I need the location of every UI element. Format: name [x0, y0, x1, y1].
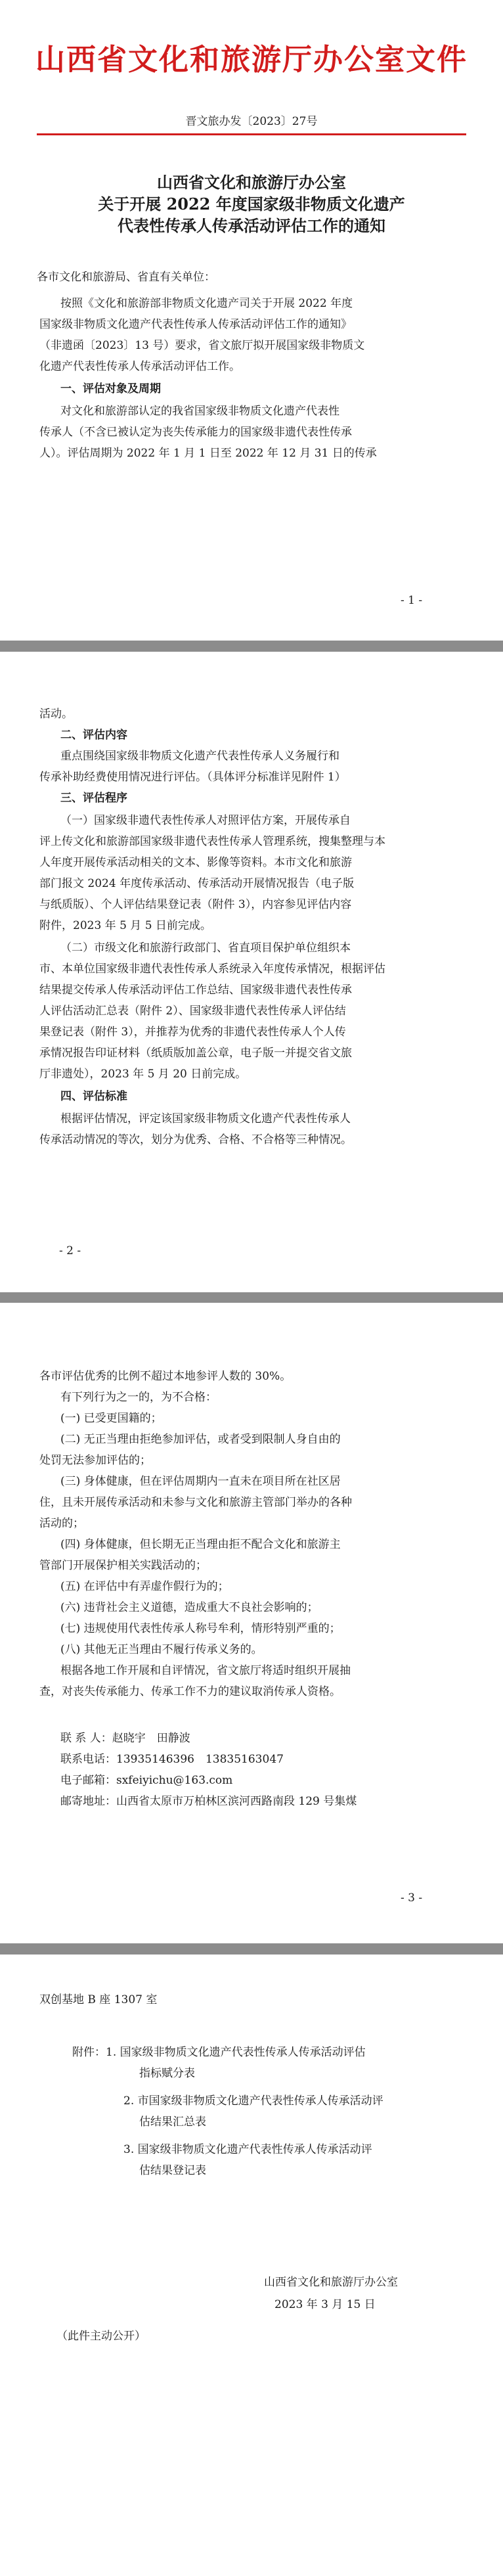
body-line: 与纸质版）、个人评估结果登记表（附件 3），内容参见评估内容	[39, 898, 352, 911]
list-item: (一) 已受更国籍的；	[60, 1412, 162, 1425]
body-line: （非遗函〔2023〕13 号）要求，省文旅厅拟开展国家级非物质文	[39, 339, 365, 352]
page-number: - 2 -	[59, 1244, 81, 1257]
issue-date: 2023 年 3 月 15 日	[274, 2298, 376, 2311]
attachment-item-continuation: 估结果登记表	[139, 2164, 206, 2177]
body-line: 传承活动情况的等次，划分为优秀、合格、不合格等三种情况。	[39, 1133, 352, 1146]
body-line: 各市评估优秀的比例不超过本地参评人数的 30%。	[39, 1370, 292, 1383]
document-number: 晋文旅办发〔2023〕27号	[185, 115, 318, 128]
body-line: 人）。评估周期为 2022 年 1 月 1 日至 2022 年 12 月 31 日的传承	[39, 447, 377, 460]
disclosure-note: （此件主动公开）	[56, 2330, 146, 2343]
section-heading: 一、评估对象及周期	[60, 382, 161, 395]
page-3	[0, 1303, 503, 1943]
page-4	[0, 1955, 503, 2576]
attachment-item: 3. 国家级非物质文化遗产代表性传承人传承活动评	[123, 2143, 372, 2156]
body-line: 人年度开展传承活动相关的文本、影像等资料。本市文化和旅游	[39, 856, 352, 869]
addressee: 各市文化和旅游局、省直有关单位：	[37, 271, 215, 284]
notice-title-line: 山西省文化和旅游厅办公室	[157, 173, 346, 192]
list-item: (六) 违背社会主义道德，造成重大不良社会影响的；	[60, 1601, 318, 1614]
list-item-continuation: 管部门开展保护相关实践活动的；	[39, 1559, 207, 1572]
body-line: 厅非遗处），2023 年 5 月 20 日前完成。	[39, 1068, 247, 1081]
issuer: 山西省文化和旅游厅办公室	[264, 2276, 398, 2289]
list-item-continuation: 处罚无法参加评估的；	[39, 1454, 151, 1467]
body-line: 有下列行为之一的，为不合格：	[60, 1391, 217, 1404]
body-line: 市、本单位国家级非遗代表性传承人系统录入年度传承情况，根据评估	[39, 962, 385, 976]
contact-phone: 联系电话：13935146396 13835163047	[60, 1753, 284, 1766]
body-line: 结果提交传承人传承活动评估工作总结、国家级非遗代表性传承	[39, 983, 352, 997]
contact-address: 邮寄地址：山西省太原市万柏林区滨河西路南段 129 号集煤	[60, 1795, 357, 1808]
contact-address-continuation: 双创基地 B 座 1307 室	[39, 1993, 158, 2006]
attachment-item-continuation: 指标赋分表	[139, 2067, 195, 2080]
notice-title-line: 代表性传承人传承活动评估工作的通知	[118, 216, 385, 235]
body-line: 人评估活动汇总表（附件 2）、国家级非遗代表性传承人评估结	[39, 1005, 346, 1018]
list-item: (五) 在评估中有弄虚作假行为的；	[60, 1580, 229, 1593]
body-line: 根据各地工作开展和自评情况，省文旅厅将适时组织开展抽	[60, 1664, 351, 1677]
page-1	[0, 0, 503, 641]
contact-email: 电子邮箱：sxfeiyichu@163.com	[60, 1774, 233, 1787]
body-line: 评上传文化和旅游部国家级非遗代表性传承人管理系统，搜集整理与本	[39, 835, 385, 848]
body-line: 国家级非物质文化遗产代表性传承人传承活动评估工作的通知》	[39, 318, 352, 331]
page-number: - 1 -	[401, 594, 423, 607]
list-item: (三) 身体健康，但在评估周期内一直未在项目所在社区居	[60, 1475, 341, 1488]
body-line: 对文化和旅游部认定的我省国家级非物质文化遗产代表性	[60, 405, 339, 418]
contact-person: 联 系 人：赵晓宇 田静波	[60, 1732, 190, 1745]
red-divider	[37, 133, 466, 135]
body-line: 根据评估情况，评定该国家级非物质文化遗产代表性传承人	[60, 1112, 351, 1125]
list-item: (八) 其他无正当理由不履行传承义务的。	[60, 1643, 263, 1656]
list-item: (二) 无正当理由拒绝参加评估，或者受到限制人身自由的	[60, 1433, 341, 1446]
body-line: 承情况报告印证材料（纸质版加盖公章，电子版一并提交省文旅	[39, 1047, 352, 1060]
body-line: 附件，2023 年 5 月 5 日前完成。	[39, 919, 211, 932]
body-line: 活动。	[39, 708, 73, 721]
section-heading: 四、评估标准	[60, 1090, 127, 1103]
section-heading: 二、评估内容	[60, 729, 127, 742]
body-line: 部门报文 2024 年度传承活动、传承活动开展情况报告（电子版	[39, 877, 355, 890]
attachment-item-continuation: 估结果汇总表	[139, 2115, 206, 2129]
attachment-item: 2. 市国家级非物质文化遗产代表性传承人传承活动评	[123, 2094, 383, 2108]
body-line: 查，对丧失传承能力、传承工作不力的建议取消传承人资格。	[39, 1685, 341, 1698]
notice-title-line: 关于开展 2022 年度国家级非物质文化遗产	[98, 194, 405, 214]
body-line: 传承人（不含已被认定为丧失传承能力的国家级非遗代表性传承	[39, 426, 352, 439]
body-line: 化遗产代表性传承人传承活动评估工作。	[39, 360, 240, 373]
body-line: （一）国家级非遗代表性传承人对照评估方案，开展传承自	[60, 814, 351, 827]
body-line: 按照《文化和旅游部非物质文化遗产司关于开展 2022 年度	[60, 297, 353, 310]
document-red-header: 山西省文化和旅游厅办公室文件	[35, 42, 468, 77]
attachment-item: 附件：1. 国家级非物质文化遗产代表性传承人传承活动评估	[72, 2046, 366, 2059]
list-item-continuation: 住，且未开展传承活动和未参与文化和旅游主管部门举办的各种	[39, 1496, 352, 1509]
body-line: 传承补助经费使用情况进行评估。（具体评分标准详见附件 1）	[39, 771, 346, 784]
body-line: 果登记表（附件 3），并推荐为优秀的非遗代表性传承人个人传	[39, 1026, 346, 1039]
list-item: (七) 违规使用代表性传承人称号牟利，情形特别严重的；	[60, 1622, 341, 1635]
list-item-continuation: 活动的；	[39, 1517, 84, 1530]
list-item: (四) 身体健康，但长期无正当理由拒不配合文化和旅游主	[60, 1538, 341, 1551]
body-line: （二）市级文化和旅游行政部门、省直项目保护单位组织本	[60, 941, 351, 955]
page-2	[0, 652, 503, 1292]
page-number: - 3 -	[401, 1891, 423, 1905]
body-line: 重点围绕国家级非物质文化遗产代表性传承人义务履行和	[60, 750, 339, 763]
section-heading: 三、评估程序	[60, 792, 127, 805]
